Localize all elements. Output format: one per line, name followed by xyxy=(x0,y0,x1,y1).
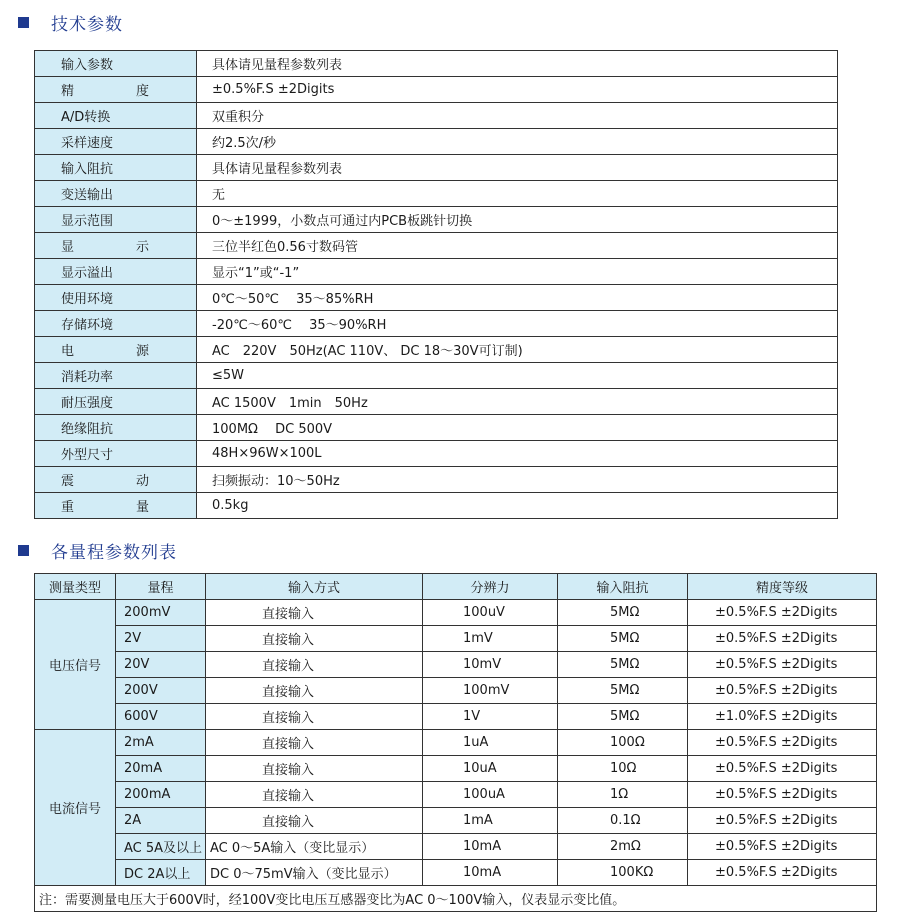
section-title-text: 各量程参数列表 xyxy=(51,542,177,563)
spec-row xyxy=(35,415,838,441)
section-title-text: 技术参数 xyxy=(51,14,123,35)
table-row xyxy=(35,678,877,704)
impedance-cell: 1Ω xyxy=(558,782,688,808)
spec-value: -20℃～60℃ 35～90%RH xyxy=(197,311,838,337)
resolution-cell: 10mV xyxy=(423,652,558,678)
spec-label-cell xyxy=(35,415,197,441)
spec-label-cell xyxy=(35,129,197,155)
range-cell: 200mA xyxy=(116,782,206,808)
spec-row xyxy=(35,467,838,493)
resolution-cell: 1mA xyxy=(423,808,558,834)
impedance-cell: 10Ω xyxy=(558,756,688,782)
accuracy-cell: ±0.5%F.S ±2Digits xyxy=(688,834,877,860)
table-row xyxy=(35,626,877,652)
resolution-cell: 1mV xyxy=(423,626,558,652)
impedance-cell: 5MΩ xyxy=(558,678,688,704)
accuracy-cell: ±0.5%F.S ±2Digits xyxy=(688,860,877,886)
spec-label: 震 动 xyxy=(61,474,149,489)
input-method-cell: 直接输入 xyxy=(206,756,423,782)
column-header: 量程 xyxy=(116,574,206,600)
impedance-cell: 100KΩ xyxy=(558,860,688,886)
input-method-cell: 直接输入 xyxy=(206,704,423,730)
impedance-cell: 5MΩ xyxy=(558,600,688,626)
input-method-cell: 直接输入 xyxy=(206,730,423,756)
spec-value: 无 xyxy=(197,181,838,207)
spec-value: 100MΩ DC 500V xyxy=(197,415,838,441)
range-table xyxy=(34,573,877,912)
accuracy-cell: ±1.0%F.S ±2Digits xyxy=(688,704,877,730)
table-row xyxy=(35,600,877,626)
range-cell: 20V xyxy=(116,652,206,678)
spec-label-cell xyxy=(35,441,197,467)
impedance-cell: 5MΩ xyxy=(558,626,688,652)
spec-value: AC 220V 50Hz(AC 110V、 DC 18～30V可订制) xyxy=(197,337,838,363)
spec-label-cell xyxy=(35,467,197,493)
range-cell: 200mV xyxy=(116,600,206,626)
spec-row xyxy=(35,129,838,155)
spec-value: 具体请见量程参数列表 xyxy=(197,155,838,181)
resolution-cell: 1V xyxy=(423,704,558,730)
spec-row xyxy=(35,51,838,77)
resolution-cell: 10uA xyxy=(423,756,558,782)
impedance-cell: 2mΩ xyxy=(558,834,688,860)
section-bullet-icon xyxy=(18,17,29,28)
spec-row xyxy=(35,363,838,389)
range-cell: 2V xyxy=(116,626,206,652)
accuracy-cell: ±0.5%F.S ±2Digits xyxy=(688,756,877,782)
spec-row xyxy=(35,493,838,519)
table-row xyxy=(35,756,877,782)
spec-label-cell xyxy=(35,337,197,363)
table-row xyxy=(35,652,877,678)
spec-label: 使用环境 xyxy=(61,292,114,307)
spec-label-cell xyxy=(35,51,197,77)
resolution-cell: 10mA xyxy=(423,860,558,886)
spec-value: AC 1500V 1min 50Hz xyxy=(197,389,838,415)
accuracy-cell: ±0.5%F.S ±2Digits xyxy=(688,652,877,678)
note-text: 注：需要测量电压大于600V时，经100V变比电压互感器变比为AC 0～100V输入，仪表显示变比值。 xyxy=(35,886,877,912)
spec-label: 重 量 xyxy=(61,500,149,515)
range-cell: 2A xyxy=(116,808,206,834)
resolution-cell: 100uV xyxy=(423,600,558,626)
impedance-cell: 0.1Ω xyxy=(558,808,688,834)
spec-row xyxy=(35,389,838,415)
range-cell: DC 2A以上 xyxy=(116,860,206,886)
spec-row xyxy=(35,155,838,181)
table-row xyxy=(35,730,877,756)
resolution-cell: 100mV xyxy=(423,678,558,704)
measure-type-cell: 电压信号 xyxy=(35,600,116,730)
input-method-cell: 直接输入 xyxy=(206,808,423,834)
spec-label: 存储环境 xyxy=(61,318,114,333)
spec-table xyxy=(34,50,838,519)
spec-row xyxy=(35,337,838,363)
spec-label-cell xyxy=(35,259,197,285)
section-bullet-icon xyxy=(18,545,29,556)
spec-label-cell xyxy=(35,389,197,415)
spec-row xyxy=(35,311,838,337)
range-cell: 200V xyxy=(116,678,206,704)
spec-label: 电 源 xyxy=(61,344,149,359)
column-header: 分辨力 xyxy=(423,574,558,600)
spec-value: 48H×96W×100L xyxy=(197,441,838,467)
spec-label: 显示溢出 xyxy=(61,266,114,281)
accuracy-cell: ±0.5%F.S ±2Digits xyxy=(688,678,877,704)
spec-label-cell xyxy=(35,311,197,337)
spec-label: 显示范围 xyxy=(61,214,114,229)
spec-label-cell xyxy=(35,103,197,129)
impedance-cell: 5MΩ xyxy=(558,704,688,730)
note-row xyxy=(35,886,877,912)
spec-row xyxy=(35,233,838,259)
range-table-header xyxy=(35,574,877,600)
range-cell: AC 5A及以上 xyxy=(116,834,206,860)
spec-value: 三位半红色0.56寸数码管 xyxy=(197,233,838,259)
spec-label: 绝缘阻抗 xyxy=(61,422,114,437)
spec-label: 显 示 xyxy=(61,240,149,255)
input-method-cell: 直接输入 xyxy=(206,626,423,652)
table-row xyxy=(35,704,877,730)
section-title-specs xyxy=(18,10,123,34)
spec-value: 0～±1999，小数点可通过内PCB板跳针切换 xyxy=(197,207,838,233)
spec-value: ≤5W xyxy=(197,363,838,389)
spec-label-cell xyxy=(35,285,197,311)
column-header: 输入阻抗 xyxy=(558,574,688,600)
spec-label-cell xyxy=(35,233,197,259)
spec-value: 显示“1”或“-1” xyxy=(197,259,838,285)
spec-label: 变送输出 xyxy=(61,188,114,203)
accuracy-cell: ±0.5%F.S ±2Digits xyxy=(688,600,877,626)
input-method-cell: 直接输入 xyxy=(206,600,423,626)
spec-row xyxy=(35,285,838,311)
spec-value: 0.5kg xyxy=(197,493,838,519)
spec-label-cell xyxy=(35,207,197,233)
spec-value: 0℃～50℃ 35～85%RH xyxy=(197,285,838,311)
spec-value: ±0.5%F.S ±2Digits xyxy=(197,77,838,103)
resolution-cell: 1uA xyxy=(423,730,558,756)
spec-label: 消耗功率 xyxy=(61,370,114,385)
impedance-cell: 5MΩ xyxy=(558,652,688,678)
input-method-cell: 直接输入 xyxy=(206,652,423,678)
impedance-cell: 100Ω xyxy=(558,730,688,756)
spec-label: 输入阻抗 xyxy=(61,162,114,177)
resolution-cell: 100uA xyxy=(423,782,558,808)
spec-label-cell xyxy=(35,77,197,103)
spec-row xyxy=(35,77,838,103)
spec-label-cell xyxy=(35,493,197,519)
spec-label-cell xyxy=(35,363,197,389)
accuracy-cell: ±0.5%F.S ±2Digits xyxy=(688,730,877,756)
spec-value: 约2.5次/秒 xyxy=(197,129,838,155)
spec-value: 双重积分 xyxy=(197,103,838,129)
spec-row xyxy=(35,207,838,233)
accuracy-cell: ±0.5%F.S ±2Digits xyxy=(688,808,877,834)
range-cell: 2mA xyxy=(116,730,206,756)
spec-label: 采样速度 xyxy=(61,136,114,151)
section-title-ranges xyxy=(18,538,177,562)
input-method-cell: AC 0～5A输入（变比显示） xyxy=(206,834,423,860)
table-row xyxy=(35,782,877,808)
measure-type-cell: 电流信号 xyxy=(35,730,116,886)
spec-label: A/D转换 xyxy=(61,110,111,125)
spec-row xyxy=(35,441,838,467)
accuracy-cell: ±0.5%F.S ±2Digits xyxy=(688,782,877,808)
spec-label: 外型尺寸 xyxy=(61,448,114,463)
spec-row xyxy=(35,259,838,285)
spec-row xyxy=(35,103,838,129)
spec-label: 输入参数 xyxy=(61,58,114,73)
table-row xyxy=(35,808,877,834)
accuracy-cell: ±0.5%F.S ±2Digits xyxy=(688,626,877,652)
range-cell: 600V xyxy=(116,704,206,730)
table-row xyxy=(35,834,877,860)
column-header: 输入方式 xyxy=(206,574,423,600)
spec-label-cell xyxy=(35,181,197,207)
spec-label: 精 度 xyxy=(61,84,149,99)
column-header: 测量类型 xyxy=(35,574,116,600)
resolution-cell: 10mA xyxy=(423,834,558,860)
input-method-cell: 直接输入 xyxy=(206,782,423,808)
range-cell: 20mA xyxy=(116,756,206,782)
spec-value: 扫频振动：10～50Hz xyxy=(197,467,838,493)
input-method-cell: 直接输入 xyxy=(206,678,423,704)
spec-label-cell xyxy=(35,155,197,181)
column-header: 精度等级 xyxy=(688,574,877,600)
input-method-cell: DC 0～75mV输入（变比显示） xyxy=(206,860,423,886)
spec-label: 耐压强度 xyxy=(61,396,114,411)
table-row xyxy=(35,860,877,886)
spec-value: 具体请见量程参数列表 xyxy=(197,51,838,77)
spec-row xyxy=(35,181,838,207)
